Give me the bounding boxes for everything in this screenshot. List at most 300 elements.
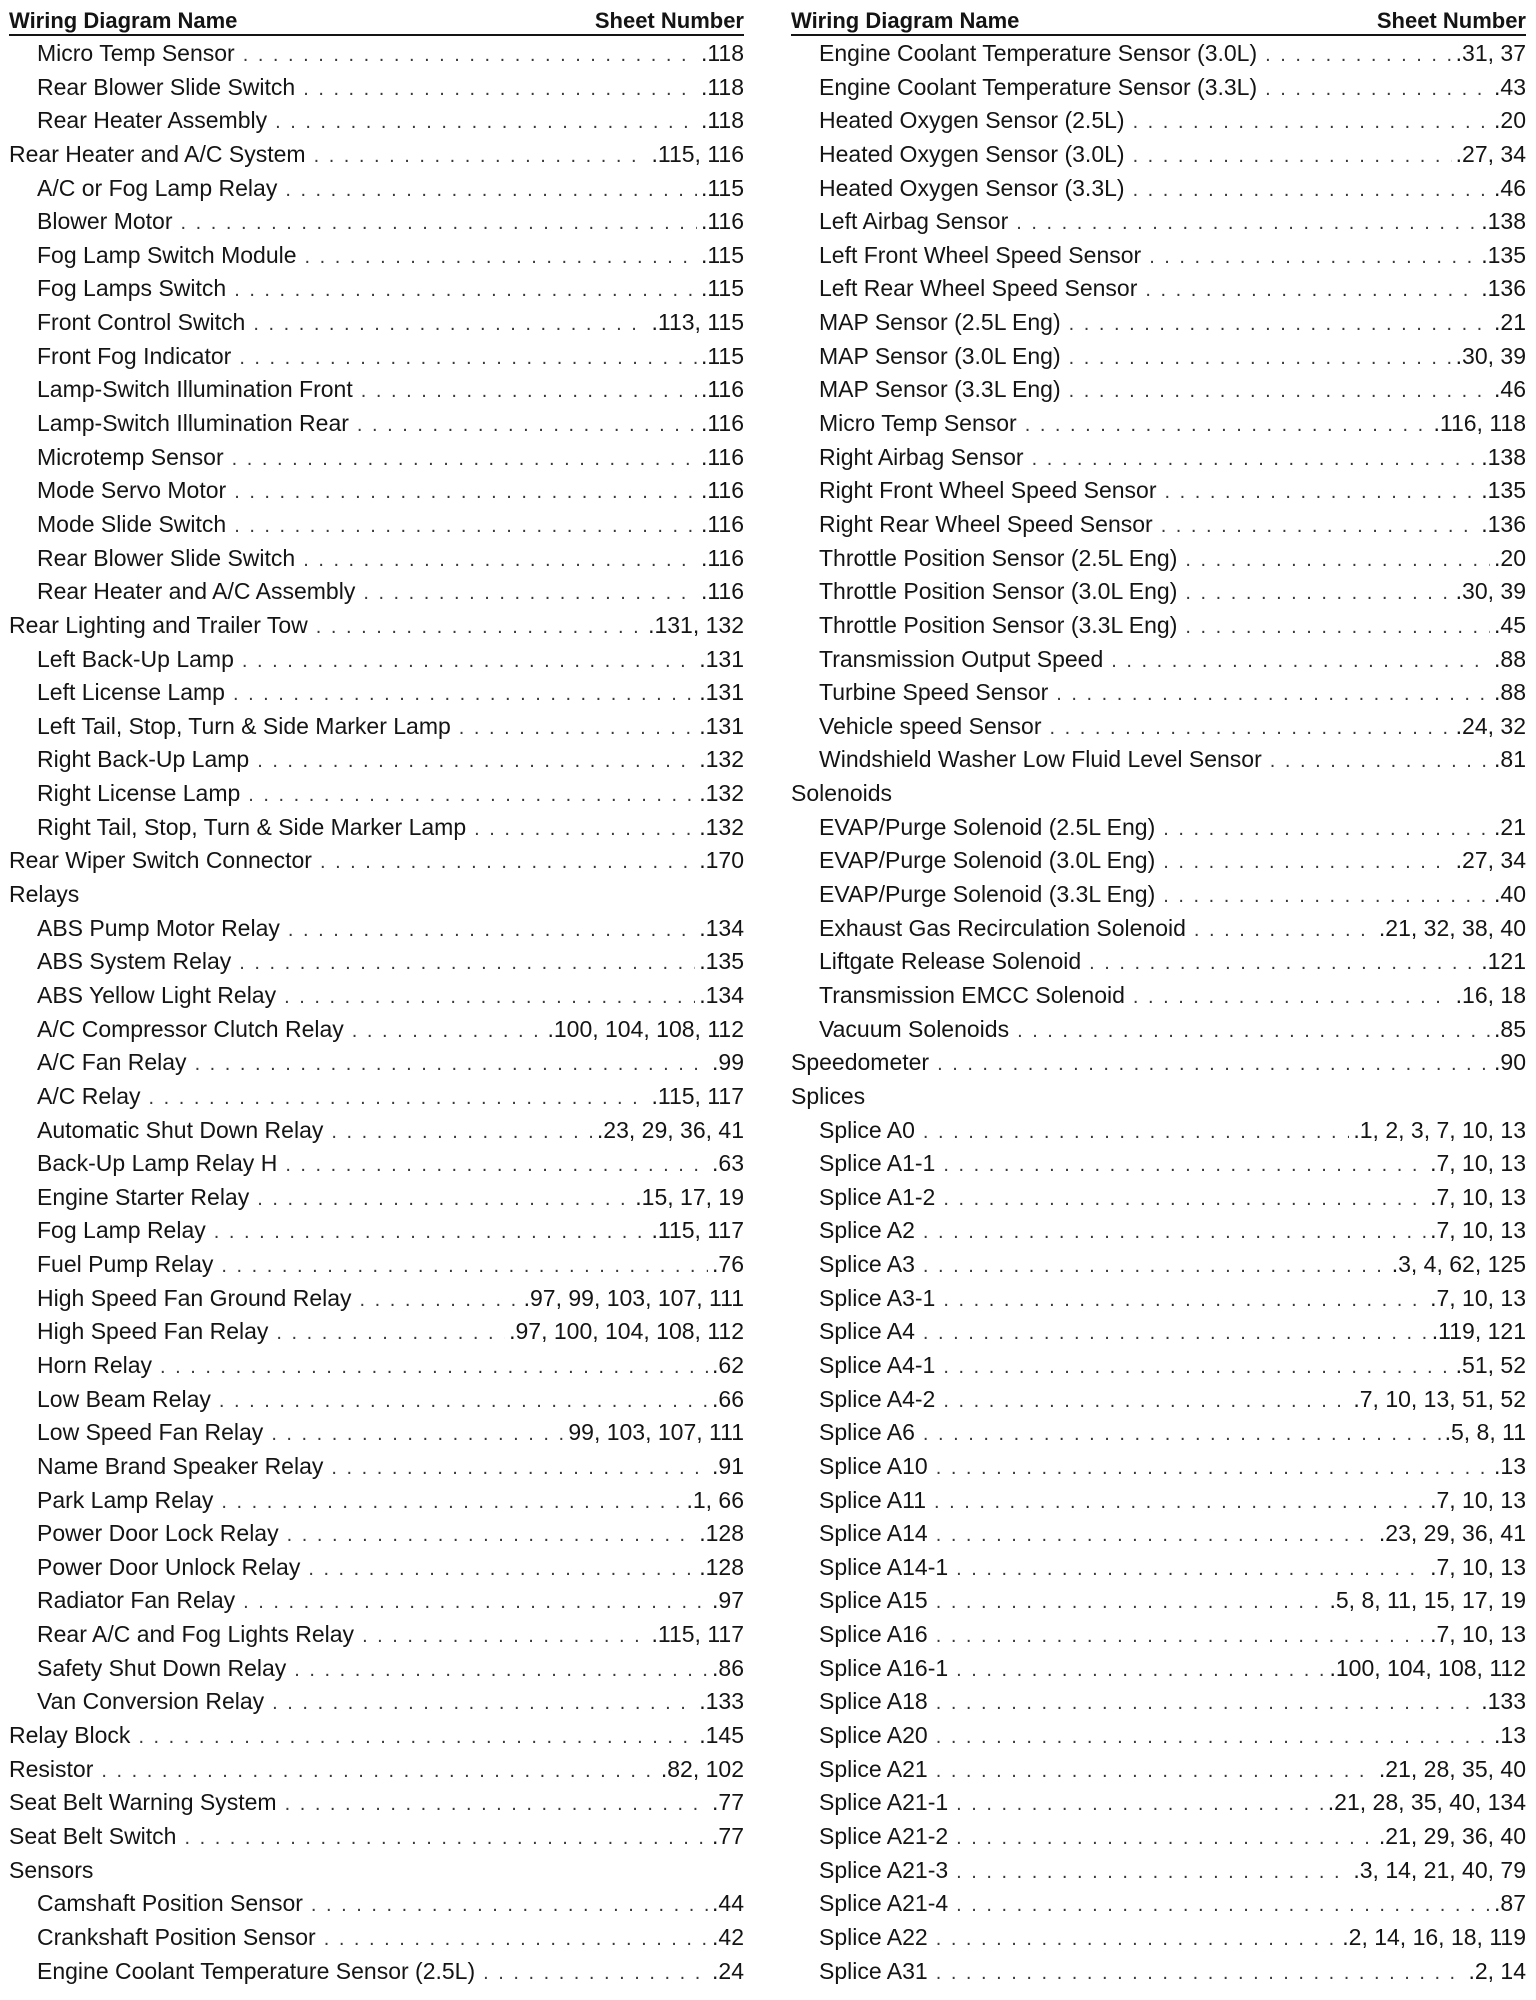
entry-name: Splice A6 bbox=[819, 1419, 915, 1446]
index-entry bbox=[791, 743, 1526, 777]
index-group-heading bbox=[791, 1080, 1526, 1114]
entry-sheet-number: .138 bbox=[1481, 208, 1526, 235]
entry-sheet-number: .135 bbox=[1481, 241, 1526, 268]
entry-sheet-number: .13 bbox=[1494, 1452, 1526, 1479]
entry-sheet-number: .116 bbox=[700, 578, 744, 605]
entry-name: Park Lamp Relay bbox=[37, 1486, 214, 1513]
index-entry bbox=[791, 1551, 1526, 1585]
entry-name: Splice A18 bbox=[819, 1688, 928, 1715]
dot-leader bbox=[483, 1957, 708, 1991]
entry-sheet-number: .118 bbox=[700, 107, 744, 134]
entry-sheet-number: .115, 117 bbox=[651, 1621, 744, 1648]
dot-leader bbox=[1165, 476, 1478, 510]
entry-name: Splice A16-1 bbox=[819, 1654, 949, 1681]
entry-sheet-number: .21, 28, 35, 40 bbox=[1378, 1755, 1526, 1782]
dot-leader bbox=[936, 1923, 1339, 1957]
entry-name: Splice A10 bbox=[819, 1452, 928, 1479]
dot-leader bbox=[311, 1889, 708, 1923]
index-entry bbox=[9, 575, 744, 609]
entry-sheet-number: .145 bbox=[699, 1722, 744, 1749]
dot-leader bbox=[219, 1385, 708, 1419]
entry-name: Engine Coolant Temperature Sensor (3.3L) bbox=[819, 73, 1258, 100]
dot-leader bbox=[1089, 947, 1477, 981]
entry-sheet-number: .31, 37 bbox=[1455, 40, 1526, 66]
index-entry bbox=[9, 407, 744, 441]
entry-name: Splice A16 bbox=[819, 1621, 928, 1648]
index-entry bbox=[791, 1618, 1526, 1652]
index-entry bbox=[791, 1955, 1526, 1989]
index-entry bbox=[791, 1719, 1526, 1753]
dot-leader bbox=[1017, 1015, 1490, 1049]
entry-sheet-number: .116 bbox=[700, 477, 744, 504]
entry-name: Micro Temp Sensor bbox=[819, 410, 1017, 437]
dot-leader bbox=[214, 1216, 648, 1250]
entry-name: Lamp-Switch Illumination Rear bbox=[37, 410, 349, 437]
dot-leader bbox=[352, 1015, 544, 1049]
dot-leader bbox=[936, 1721, 1490, 1755]
index-entry bbox=[791, 575, 1526, 609]
entry-name: Splice A3 bbox=[819, 1251, 915, 1278]
entry-name: ABS Pump Motor Relay bbox=[37, 914, 280, 941]
entry-sheet-number: .128 bbox=[699, 1520, 744, 1547]
entry-name: EVAP/Purge Solenoid (3.3L Eng) bbox=[819, 881, 1156, 908]
index-entry bbox=[791, 1315, 1526, 1349]
index-entry bbox=[9, 1584, 744, 1618]
entry-name: Left Back-Up Lamp bbox=[37, 645, 234, 672]
index-entry bbox=[791, 1282, 1526, 1316]
entry-name: Splice A0 bbox=[819, 1116, 915, 1143]
index-entry bbox=[9, 811, 744, 845]
index-rows bbox=[9, 37, 744, 1988]
dot-leader bbox=[936, 1519, 1375, 1553]
entry-sheet-number: .134 bbox=[699, 981, 744, 1008]
dot-leader bbox=[308, 1553, 695, 1587]
index-entry bbox=[791, 1652, 1526, 1686]
entry-name: Windshield Washer Low Fluid Level Sensor bbox=[819, 746, 1262, 773]
index-entry bbox=[9, 1282, 744, 1316]
index-entry bbox=[791, 945, 1526, 979]
dot-leader bbox=[956, 1553, 1426, 1587]
entry-sheet-number: .88 bbox=[1494, 679, 1526, 706]
entry-name: Throttle Position Sensor (2.5L Eng) bbox=[819, 544, 1178, 571]
dot-leader bbox=[459, 712, 695, 746]
entry-sheet-number: .63 bbox=[712, 1150, 744, 1177]
entry-sheet-number: .30, 39 bbox=[1455, 342, 1526, 369]
dot-leader bbox=[1161, 510, 1478, 544]
entry-name: Transmission Output Speed bbox=[819, 645, 1104, 672]
entry-sheet-number: .66 bbox=[712, 1385, 744, 1412]
index-entry bbox=[9, 1820, 744, 1854]
index-entry bbox=[791, 1517, 1526, 1551]
column-header bbox=[791, 4, 1526, 36]
dot-leader bbox=[234, 510, 697, 544]
entry-name: Throttle Position Sensor (3.0L Eng) bbox=[819, 578, 1178, 605]
dot-leader bbox=[357, 409, 697, 443]
dot-leader bbox=[1133, 981, 1452, 1015]
entry-sheet-number: .45 bbox=[1494, 611, 1526, 638]
dot-leader bbox=[923, 1250, 1388, 1284]
index-entry bbox=[791, 71, 1526, 105]
dot-leader bbox=[221, 1486, 682, 1520]
entry-name: Splice A21-3 bbox=[819, 1856, 949, 1883]
index-rows bbox=[791, 37, 1526, 1988]
dot-leader bbox=[943, 1183, 1426, 1217]
index-group-heading bbox=[791, 777, 1526, 811]
index-entry bbox=[9, 1887, 744, 1921]
entry-name: Splice A22 bbox=[819, 1923, 928, 1950]
entry-sheet-number: .86 bbox=[712, 1654, 744, 1681]
entry-sheet-number: .5, 8, 11, 15, 17, 19 bbox=[1329, 1587, 1526, 1614]
index-entry bbox=[791, 373, 1526, 407]
dot-leader bbox=[180, 207, 696, 241]
entry-sheet-number: .115 bbox=[700, 174, 744, 201]
entry-sheet-number: .121 bbox=[1481, 948, 1526, 975]
index-entry bbox=[9, 373, 744, 407]
dot-leader bbox=[936, 1957, 1465, 1991]
index-entry bbox=[791, 1147, 1526, 1181]
index-column-left bbox=[9, 4, 744, 1988]
entry-sheet-number: .40 bbox=[1494, 881, 1526, 908]
entry-name: Seat Belt Switch bbox=[9, 1822, 177, 1849]
entry-sheet-number: .119, 121 bbox=[1431, 1318, 1526, 1345]
dot-leader bbox=[195, 1048, 708, 1082]
dot-leader bbox=[253, 308, 647, 342]
index-entry bbox=[791, 1584, 1526, 1618]
entry-sheet-number: .85 bbox=[1494, 1015, 1526, 1042]
entry-name: Splice A4 bbox=[819, 1318, 915, 1345]
dot-leader bbox=[363, 577, 697, 611]
dot-leader bbox=[285, 1788, 708, 1822]
entry-name: Left License Lamp bbox=[37, 679, 225, 706]
entry-sheet-number: .132 bbox=[699, 780, 744, 807]
index-entry bbox=[9, 1046, 744, 1080]
entry-sheet-number: .116 bbox=[700, 376, 744, 403]
index-entry bbox=[9, 912, 744, 946]
index-entry bbox=[9, 138, 744, 172]
dot-leader bbox=[1265, 73, 1490, 107]
entry-sheet-number: .118 bbox=[700, 73, 744, 100]
dot-leader bbox=[324, 1923, 708, 1957]
index-entry bbox=[791, 239, 1526, 273]
entry-name: A/C Fan Relay bbox=[37, 1049, 187, 1076]
dot-leader bbox=[257, 745, 695, 779]
index-entry bbox=[9, 1349, 744, 1383]
entry-sheet-number: 99, 103, 107, 111 bbox=[568, 1419, 744, 1446]
dot-leader bbox=[149, 1082, 648, 1116]
entry-sheet-number: .116 bbox=[700, 410, 744, 437]
index-entry bbox=[791, 1114, 1526, 1148]
index-entry bbox=[791, 205, 1526, 239]
entry-name: Splice A2 bbox=[819, 1217, 915, 1244]
index-entry bbox=[791, 811, 1526, 845]
entry-sheet-number: .21, 29, 36, 40 bbox=[1378, 1822, 1526, 1849]
entry-name: Crankshaft Position Sensor bbox=[37, 1923, 316, 1950]
entry-name: Right Airbag Sensor bbox=[819, 443, 1024, 470]
index-entry bbox=[791, 474, 1526, 508]
column-header bbox=[9, 4, 744, 36]
entry-name: Micro Temp Sensor bbox=[37, 40, 235, 66]
entry-name: Right License Lamp bbox=[37, 780, 241, 807]
index-entry bbox=[791, 1820, 1526, 1854]
index-entry bbox=[9, 1248, 744, 1282]
index-entry bbox=[9, 441, 744, 475]
entry-name: Splice A14 bbox=[819, 1520, 928, 1547]
dot-leader bbox=[316, 611, 644, 645]
index-entry bbox=[9, 1484, 744, 1518]
dot-leader bbox=[284, 981, 695, 1015]
index-entry bbox=[791, 979, 1526, 1013]
dot-leader bbox=[233, 678, 695, 712]
entry-name: Mode Servo Motor bbox=[37, 477, 227, 504]
dot-leader bbox=[943, 1149, 1426, 1183]
index-entry bbox=[9, 1719, 744, 1753]
entry-name: Right Front Wheel Speed Sensor bbox=[819, 477, 1157, 504]
index-entry bbox=[9, 643, 744, 677]
dot-leader bbox=[956, 1788, 1324, 1822]
entry-name: Vehicle speed Sensor bbox=[819, 712, 1042, 739]
entry-name: Splice A4-1 bbox=[819, 1351, 936, 1378]
index-entry bbox=[9, 1383, 744, 1417]
entry-sheet-number: .20 bbox=[1494, 544, 1526, 571]
entry-name: EVAP/Purge Solenoid (3.0L Eng) bbox=[819, 847, 1156, 874]
dot-leader bbox=[936, 1452, 1490, 1486]
entry-sheet-number: .15, 17, 19 bbox=[635, 1183, 744, 1210]
entry-sheet-number: .1, 66 bbox=[686, 1486, 744, 1513]
entry-sheet-number: .77 bbox=[712, 1822, 744, 1849]
index-entry bbox=[9, 306, 744, 340]
dot-leader bbox=[1270, 745, 1490, 779]
dot-leader bbox=[956, 1889, 1490, 1923]
index-entry bbox=[9, 71, 744, 105]
index-entry bbox=[791, 1753, 1526, 1787]
index-entry bbox=[9, 542, 744, 576]
entry-sheet-number: .91 bbox=[712, 1452, 744, 1479]
index-entry bbox=[791, 844, 1526, 878]
dot-leader bbox=[956, 1856, 1349, 1890]
index-entry bbox=[791, 1013, 1526, 1047]
index-entry bbox=[791, 710, 1526, 744]
entry-sheet-number: .82, 102 bbox=[660, 1755, 744, 1782]
index-entry bbox=[9, 1080, 744, 1114]
entry-sheet-number: .2, 14 bbox=[1468, 1957, 1526, 1984]
entry-name: Splice A4-2 bbox=[819, 1385, 936, 1412]
index-entry bbox=[9, 979, 744, 1013]
entry-sheet-number: .100, 104, 108, 112 bbox=[1329, 1654, 1526, 1681]
entry-name: A/C Relay bbox=[37, 1082, 141, 1109]
entry-name: Splice A21-4 bbox=[819, 1890, 949, 1917]
dot-leader bbox=[275, 106, 697, 140]
entry-sheet-number: .136 bbox=[1481, 275, 1526, 302]
entry-name: Camshaft Position Sensor bbox=[37, 1890, 303, 1917]
entry-sheet-number: .7, 10, 13 bbox=[1430, 1183, 1526, 1210]
dot-leader bbox=[360, 1284, 520, 1318]
index-entry bbox=[9, 474, 744, 508]
entry-name: Splice A21-1 bbox=[819, 1789, 949, 1816]
entry-name: Front Control Switch bbox=[37, 309, 246, 336]
entry-sheet-number: .7, 10, 13 bbox=[1430, 1150, 1526, 1177]
entry-sheet-number: .97 bbox=[712, 1587, 744, 1614]
entry-name: Splice A11 bbox=[819, 1486, 926, 1513]
index-entry bbox=[791, 1921, 1526, 1955]
index-entry bbox=[791, 37, 1526, 71]
entry-name: Back-Up Lamp Relay H bbox=[37, 1150, 278, 1177]
entry-name: Liftgate Release Solenoid bbox=[819, 948, 1082, 975]
dot-leader bbox=[936, 1586, 1326, 1620]
entry-name: Relay Block bbox=[9, 1722, 131, 1749]
dot-leader bbox=[934, 1486, 1426, 1520]
entry-sheet-number: .138 bbox=[1481, 443, 1526, 470]
entry-sheet-number: .7, 10, 13 bbox=[1430, 1621, 1526, 1648]
index-entry bbox=[791, 643, 1526, 677]
index-entry bbox=[791, 441, 1526, 475]
entry-sheet-number: .46 bbox=[1494, 174, 1526, 201]
index-entry bbox=[9, 239, 744, 273]
index-entry bbox=[9, 743, 744, 777]
index-entry bbox=[9, 104, 744, 138]
entry-sheet-number: .133 bbox=[699, 1688, 744, 1715]
entry-name: Splice A31 bbox=[819, 1957, 928, 1984]
entry-sheet-number: .115, 117 bbox=[651, 1082, 744, 1109]
entry-sheet-number: .88 bbox=[1494, 645, 1526, 672]
entry-sheet-number: .7, 10, 13, 51, 52 bbox=[1353, 1385, 1526, 1412]
entry-sheet-number: .44 bbox=[712, 1890, 744, 1917]
dot-leader bbox=[1185, 577, 1451, 611]
dot-leader bbox=[1069, 375, 1490, 409]
dot-leader bbox=[285, 174, 697, 208]
entry-name: Front Fog Indicator bbox=[37, 342, 232, 369]
entry-sheet-number: .21 bbox=[1494, 813, 1526, 840]
entry-sheet-number: .115, 117 bbox=[651, 1217, 744, 1244]
dot-leader bbox=[331, 1452, 708, 1486]
entry-sheet-number: .87 bbox=[1494, 1890, 1526, 1917]
index-entry bbox=[791, 1887, 1526, 1921]
entry-sheet-number: .133 bbox=[1481, 1688, 1526, 1715]
index-entry bbox=[9, 340, 744, 374]
index-entry bbox=[791, 1214, 1526, 1248]
entry-name: High Speed Fan Ground Relay bbox=[37, 1284, 352, 1311]
index-entry bbox=[9, 1013, 744, 1047]
dot-leader bbox=[1133, 106, 1490, 140]
entry-sheet-number: .51, 52 bbox=[1455, 1351, 1526, 1378]
entry-sheet-number: .62 bbox=[712, 1351, 744, 1378]
index-entry bbox=[9, 1921, 744, 1955]
dot-leader bbox=[1185, 611, 1490, 645]
entry-name: Splice A15 bbox=[819, 1587, 928, 1614]
entry-name: Automatic Shut Down Relay bbox=[37, 1116, 324, 1143]
index-entry bbox=[9, 1416, 744, 1450]
entry-sheet-number: .100, 104, 108, 112 bbox=[547, 1015, 744, 1042]
entry-name: Microtemp Sensor bbox=[37, 443, 224, 470]
dot-leader bbox=[276, 1317, 505, 1351]
index-entry bbox=[9, 1114, 744, 1148]
entry-sheet-number: .76 bbox=[712, 1251, 744, 1278]
dot-leader bbox=[474, 813, 695, 847]
entry-sheet-number: .23, 29, 36, 41 bbox=[596, 1116, 744, 1143]
entry-sheet-number: .21, 32, 38, 40 bbox=[1378, 914, 1526, 941]
entry-name: Rear Wiper Switch Connector bbox=[9, 847, 312, 874]
dot-leader bbox=[239, 342, 697, 376]
dot-leader bbox=[272, 1687, 695, 1721]
entry-name: Mode Slide Switch bbox=[37, 510, 227, 537]
dot-leader bbox=[138, 1721, 695, 1755]
dot-leader bbox=[101, 1755, 657, 1789]
entry-sheet-number: .97, 99, 103, 107, 111 bbox=[523, 1284, 744, 1311]
dot-leader bbox=[243, 1586, 708, 1620]
entry-name: Splice A1-2 bbox=[819, 1183, 936, 1210]
index-entry bbox=[791, 407, 1526, 441]
entry-name: Rear Heater and A/C Assembly bbox=[37, 578, 356, 605]
dot-leader bbox=[1111, 645, 1490, 679]
entry-name: Engine Coolant Temperature Sensor (2.5L) bbox=[37, 1957, 476, 1984]
header-sheet-number: Sheet Number bbox=[594, 8, 744, 33]
entry-sheet-number: .115, 116 bbox=[651, 140, 744, 167]
dot-leader bbox=[294, 1654, 708, 1688]
entry-name: Resistor bbox=[9, 1755, 94, 1782]
entry-sheet-number: .90 bbox=[1494, 1049, 1526, 1076]
dot-leader bbox=[1133, 174, 1490, 208]
entry-name: Horn Relay bbox=[37, 1351, 153, 1378]
entry-sheet-number: .81 bbox=[1494, 746, 1526, 773]
index-entry bbox=[9, 1551, 744, 1585]
entry-name: Name Brand Speaker Relay bbox=[37, 1452, 324, 1479]
entry-name: Sensors bbox=[9, 1856, 94, 1883]
index-entry bbox=[791, 272, 1526, 306]
entry-name: EVAP/Purge Solenoid (2.5L Eng) bbox=[819, 813, 1156, 840]
dot-leader bbox=[243, 39, 697, 73]
entry-name: MAP Sensor (3.0L Eng) bbox=[819, 342, 1061, 369]
entry-sheet-number: .21 bbox=[1494, 309, 1526, 336]
entry-sheet-number: .135 bbox=[699, 948, 744, 975]
index-entry bbox=[791, 1450, 1526, 1484]
entry-name: Blower Motor bbox=[37, 208, 173, 235]
dot-leader bbox=[923, 1216, 1426, 1250]
dot-leader bbox=[943, 1351, 1451, 1385]
entry-sheet-number: .136 bbox=[1481, 510, 1526, 537]
entry-sheet-number: .116, 118 bbox=[1433, 410, 1526, 437]
entry-name: Transmission EMCC Solenoid bbox=[819, 981, 1125, 1008]
index-group-heading bbox=[9, 1854, 744, 1888]
index-entry bbox=[791, 1248, 1526, 1282]
entry-name: Left Rear Wheel Speed Sensor bbox=[819, 275, 1138, 302]
dot-leader bbox=[1025, 409, 1430, 443]
dot-leader bbox=[239, 947, 695, 981]
dot-leader bbox=[160, 1351, 708, 1385]
index-entry bbox=[791, 138, 1526, 172]
entry-name: Turbine Speed Sensor bbox=[819, 679, 1049, 706]
index-entry bbox=[9, 1753, 744, 1787]
dot-leader bbox=[287, 1519, 696, 1553]
index-entry bbox=[791, 306, 1526, 340]
entry-name: Lamp-Switch Illumination Front bbox=[37, 376, 353, 403]
entry-sheet-number: .24 bbox=[712, 1957, 744, 1984]
index-entry bbox=[791, 1383, 1526, 1417]
entry-name: Fog Lamps Switch bbox=[37, 275, 227, 302]
dot-leader bbox=[248, 779, 695, 813]
entry-name: Fog Lamp Switch Module bbox=[37, 241, 297, 268]
dot-leader bbox=[937, 1048, 1490, 1082]
entry-sheet-number: .7, 10, 13 bbox=[1430, 1217, 1526, 1244]
entry-name: Right Back-Up Lamp bbox=[37, 746, 250, 773]
dot-leader bbox=[303, 73, 697, 107]
dot-leader bbox=[234, 476, 697, 510]
entry-name: Radiator Fan Relay bbox=[37, 1587, 236, 1614]
entry-sheet-number: .132 bbox=[699, 813, 744, 840]
entry-sheet-number: .42 bbox=[712, 1923, 744, 1950]
entry-sheet-number: .7, 10, 13 bbox=[1430, 1486, 1526, 1513]
index-entry bbox=[9, 1618, 744, 1652]
dot-leader bbox=[305, 241, 697, 275]
dot-leader bbox=[320, 846, 695, 880]
